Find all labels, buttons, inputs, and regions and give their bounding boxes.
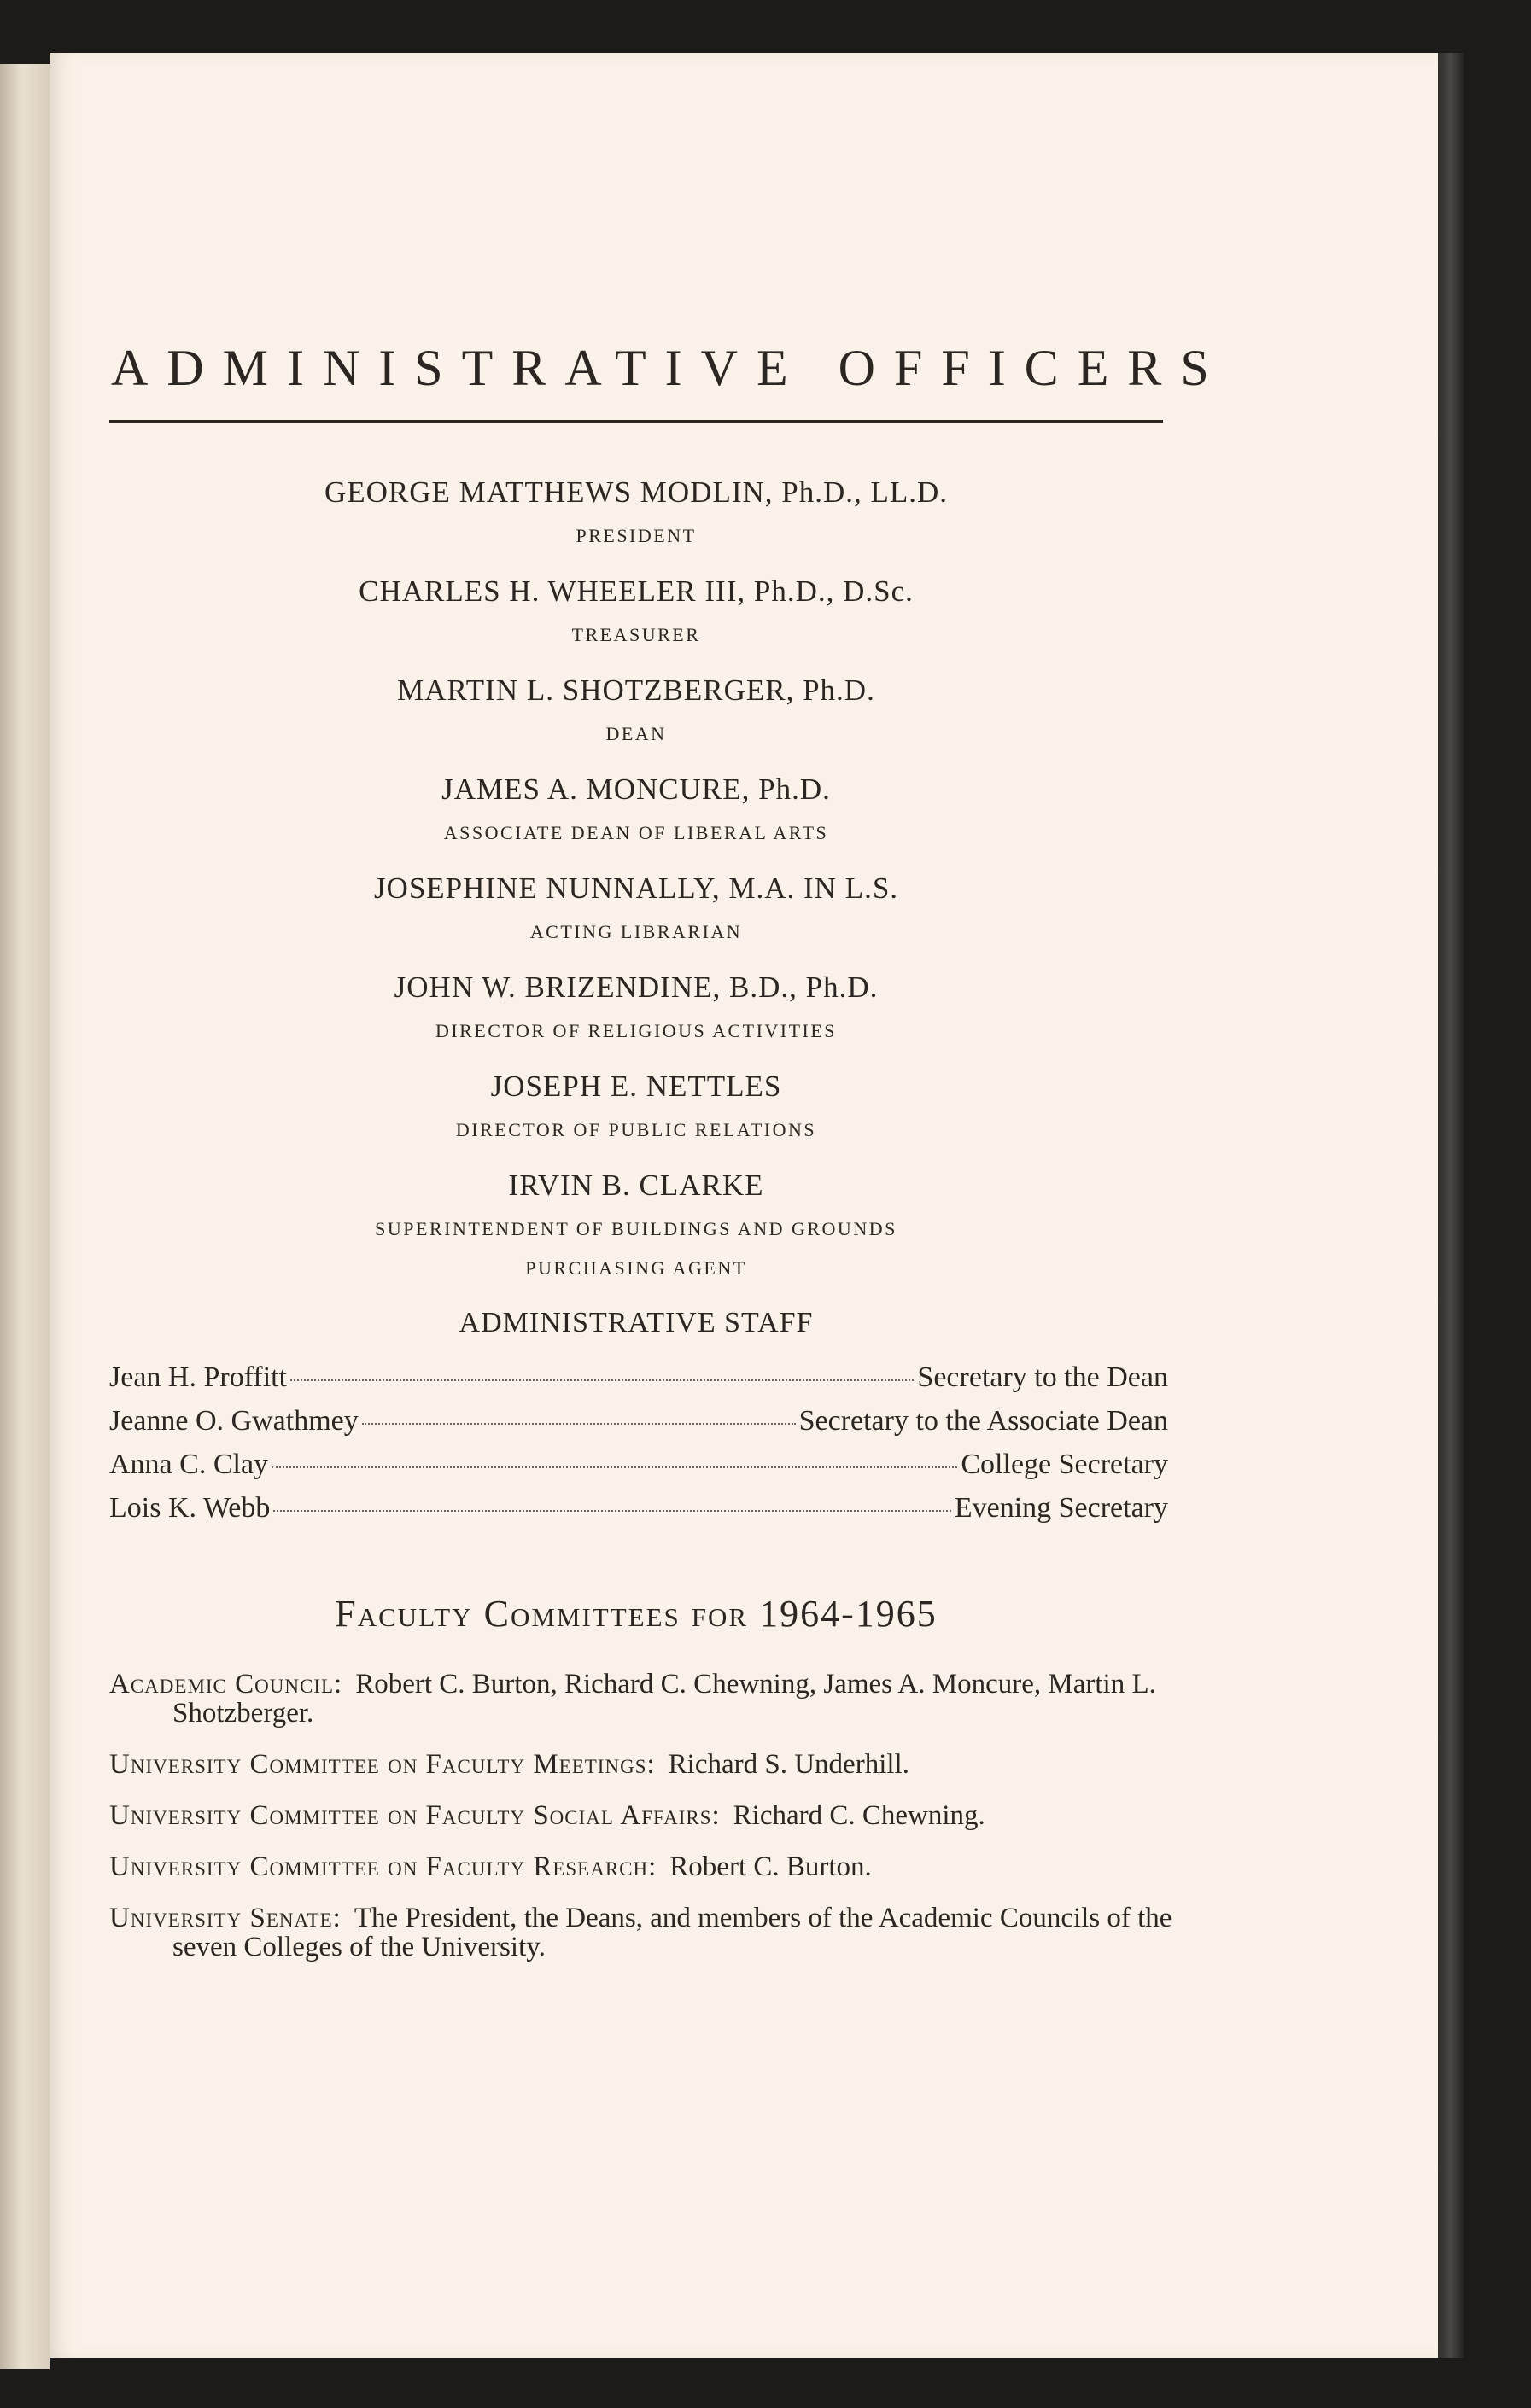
committee-colon: : [646, 1749, 655, 1780]
staff-list [109, 1361, 1168, 1536]
document-page [50, 53, 1438, 2358]
officer-name: GEORGE MATTHEWS MODLIN, Ph.D., LL.D. [324, 475, 949, 509]
dot-leader [290, 1379, 914, 1381]
committee-name: University Senate [109, 1903, 333, 1933]
title-rule [109, 420, 1163, 423]
officer-role: ASSOCIATE DEAN OF LIBERAL ARTS [443, 822, 829, 843]
page-content [109, 339, 1228, 1984]
staff-row [109, 1405, 1168, 1449]
committee-name: University Committee on Faculty Social Affairs [109, 1800, 712, 1831]
staff-row [109, 1492, 1168, 1536]
officer-entry [109, 773, 1163, 846]
staff-title: Secretary to the Dean [917, 1361, 1168, 1393]
committee-entry [109, 1801, 1219, 1830]
officer-entry [109, 872, 1163, 945]
officer-name: CHARLES H. WHEELER III, Ph.D., D.Sc. [359, 574, 914, 608]
officer-role: PURCHASING AGENT [525, 1257, 747, 1279]
page-title: ADMINISTRATIVE OFFICERS [111, 340, 1228, 396]
staff-name: Lois K. Webb [109, 1492, 271, 1524]
officer-role: ACTING LIBRARIAN [529, 921, 743, 942]
dot-leader [362, 1423, 796, 1425]
officer-entry [109, 1169, 1163, 1281]
committee-entry [109, 1670, 1219, 1728]
staff-name: Jeanne O. Gwathmey [109, 1405, 359, 1437]
committee-colon: : [648, 1851, 657, 1882]
officer-name: MARTIN L. SHOTZBERGER, Ph.D. [397, 673, 875, 707]
committee-entry [109, 1904, 1219, 1962]
officer-entry [109, 971, 1163, 1044]
committee-members: Robert C. Burton, Richard C. Chewning, James A. Moncure, Martin L. Shotzberger. [172, 1669, 1156, 1729]
officer-role: DEAN [605, 723, 667, 744]
staff-name: Anna C. Clay [109, 1449, 269, 1480]
staff-row [109, 1361, 1168, 1405]
committee-colon: : [332, 1903, 341, 1933]
committee-colon: : [334, 1669, 342, 1700]
staff-name: Jean H. Proffitt [109, 1361, 288, 1393]
officer-name: JAMES A. MONCURE, Ph.D. [441, 773, 831, 806]
committee-members: The President, the Deans, and members of the Academic Councils of the seven Colleges of the University. [172, 1903, 1172, 1962]
officer-entry [109, 1070, 1163, 1143]
officer-entry [109, 574, 1163, 648]
officer-name: JOHN W. BRIZENDINE, B.D., Ph.D. [394, 971, 879, 1004]
officers-list [109, 475, 1163, 1281]
staff-title: College Secretary [961, 1449, 1168, 1480]
committee-colon: : [711, 1800, 720, 1831]
staff-title: Secretary to the Associate Dean [798, 1405, 1168, 1437]
officer-role: TREASURER [571, 624, 701, 645]
committees-list [109, 1670, 1219, 1962]
committee-name: University Committee on Faculty Meetings [109, 1749, 647, 1780]
committee-entry [109, 1852, 1219, 1881]
officer-name: IRVIN B. CLARKE [508, 1169, 764, 1202]
officer-role: SUPERINTENDENT OF BUILDINGS AND GROUNDS [375, 1218, 897, 1239]
officer-entry [109, 475, 1163, 549]
committee-members: Richard C. Chewning. [733, 1800, 985, 1831]
officer-role: PRESIDENT [576, 525, 697, 546]
officer-role: DIRECTOR OF PUBLIC RELATIONS [455, 1119, 817, 1140]
staff-heading: ADMINISTRATIVE STAFF [459, 1307, 814, 1338]
officer-name: JOSEPHINE NUNNALLY, M.A. IN L.S. [373, 872, 899, 905]
committee-members: Robert C. Burton. [669, 1851, 872, 1882]
officer-name: JOSEPH E. NETTLES [490, 1070, 782, 1103]
faculty-committees-heading: Faculty Committees for 1964-1965 [335, 1593, 938, 1635]
staff-row [109, 1449, 1168, 1492]
committee-entry [109, 1750, 1219, 1779]
dot-leader [272, 1466, 957, 1468]
book-cover-edge [1438, 53, 1464, 2358]
committee-name: Academic Council [109, 1669, 335, 1700]
staff-title: Evening Secretary [954, 1492, 1168, 1524]
officer-entry [109, 673, 1163, 747]
committee-name: University Committee on Faculty Research [109, 1851, 649, 1882]
committee-members: Richard S. Underhill. [668, 1749, 909, 1780]
officer-role: DIRECTOR OF RELIGIOUS ACTIVITIES [435, 1020, 838, 1041]
facing-page-edge [0, 64, 50, 2369]
dot-leader [273, 1510, 950, 1512]
